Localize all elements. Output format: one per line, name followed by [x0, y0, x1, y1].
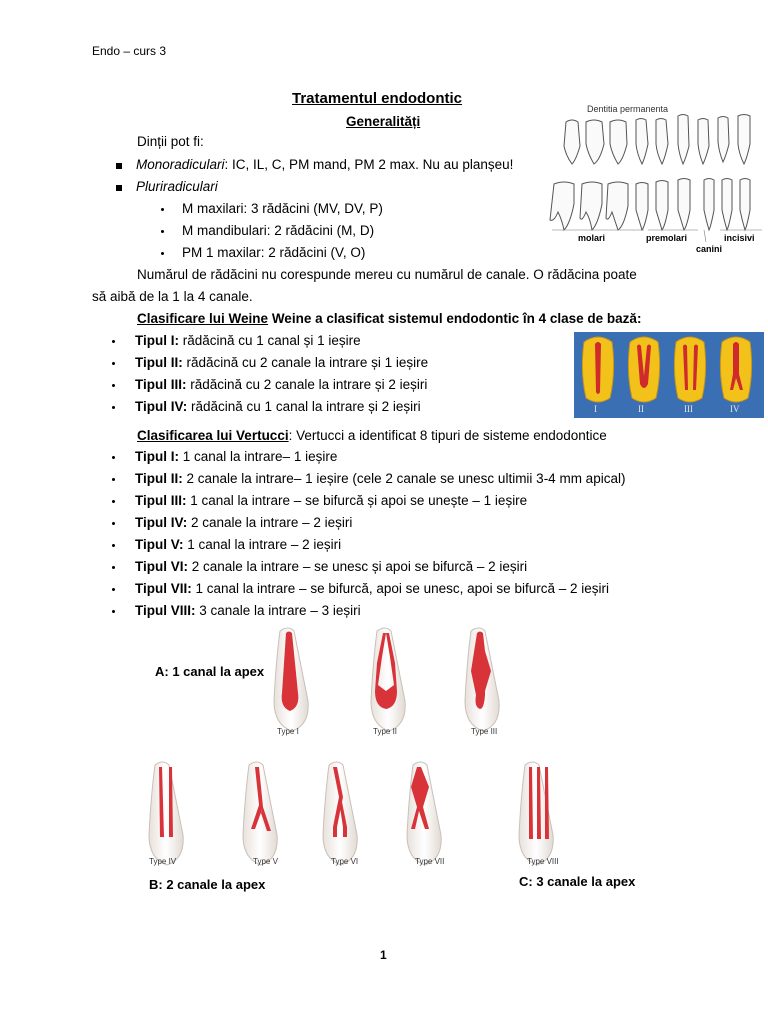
- item-text: rădăcină cu 2 canale la intrare și 1 ieșire: [182, 355, 429, 370]
- bullet-icon: [112, 610, 115, 613]
- list-item: [112, 559, 527, 574]
- item-text: 2 canale la intrare– 1 ieșire (cele 2 canale se unesc ultimii 3-4 mm apical): [182, 471, 626, 486]
- bullet-icon: [161, 252, 164, 255]
- figure-label: I: [594, 404, 597, 414]
- list-item: [112, 471, 625, 486]
- bullet-icon: [161, 230, 164, 233]
- item-text: 1 canal la intrare – 2 ieșiri: [183, 537, 342, 552]
- item-label: Tipul VI:: [135, 559, 188, 574]
- dentition-figure: [548, 100, 764, 254]
- item-text: rădăcină cu 2 canale la intrare și 2 ieșiri: [186, 377, 428, 392]
- list-item: [112, 603, 361, 618]
- heading-label: Clasificare lui Weine: [137, 311, 269, 326]
- figure-label: IV: [730, 404, 740, 414]
- item-label: Monoradiculari: [136, 157, 225, 172]
- bullet-icon: [112, 588, 115, 591]
- section-subtitle: Generalități: [346, 114, 421, 129]
- group-a-label: A: 1 canal la apex: [155, 664, 265, 679]
- teeth-drawing: [548, 100, 764, 250]
- bullet-icon: [112, 362, 115, 365]
- list-item: [112, 333, 361, 348]
- premolars-label: premolari: [646, 233, 688, 243]
- type-caption: Type III: [471, 727, 498, 736]
- page-number: 1: [380, 948, 387, 962]
- bullet-icon: [116, 163, 122, 169]
- group-b-label: B: 2 canale la apex: [149, 877, 266, 892]
- bullet-icon: [112, 340, 115, 343]
- list-item: [116, 179, 218, 194]
- type-caption: Type II: [373, 727, 398, 736]
- type-caption: Type I: [277, 727, 299, 736]
- item-label: Tipul III:: [135, 493, 187, 508]
- bullet-icon: [161, 208, 164, 211]
- figure-label: III: [684, 404, 693, 414]
- item-label: Tipul VII:: [135, 581, 192, 596]
- bullet-icon: [112, 500, 115, 503]
- heading-text: : Vertucci a identificat 8 tipuri de sisteme endodontice: [288, 428, 607, 443]
- paragraph-line: Numărul de rădăcini nu corespunde mereu cu numărul de canale. O rădăcina poate: [137, 267, 637, 282]
- bullet-icon: [112, 456, 115, 459]
- weine-heading: [137, 311, 641, 326]
- item-text: rădăcină cu 1 canal și 1 ieșire: [179, 333, 361, 348]
- list-item: [112, 399, 421, 414]
- item-text: M mandibulari: 2 rădăcini (M, D): [182, 223, 375, 238]
- heading-text: Weine a clasificat sistemul endodontic în 4 clase de bază:: [268, 311, 642, 326]
- type-caption: Type VIII: [527, 857, 559, 866]
- item-text: 2 canale la intrare – 2 ieșiri: [187, 515, 353, 530]
- vertucci-heading: [137, 428, 607, 443]
- bullet-icon: [112, 478, 115, 481]
- item-label: Tipul I:: [135, 449, 179, 464]
- item-label: Tipul I:: [135, 333, 179, 348]
- item-text: 2 canale la intrare – se unesc și apoi se bifurcă – 2 ieșiri: [188, 559, 528, 574]
- item-label: Tipul II:: [135, 355, 183, 370]
- item-text: 3 canale la intrare – 3 ieșiri: [195, 603, 361, 618]
- paragraph-line: să aibă de la 1 la 4 canale.: [92, 289, 253, 304]
- item-label: Tipul IV:: [135, 515, 188, 530]
- group-c-label: C: 3 canale la apex: [519, 874, 636, 889]
- item-text: rădăcină cu 1 canal la intrare și 2 ieșiri: [187, 399, 421, 414]
- item-text: : IC, IL, C, PM mand, PM 2 max. Nu au planșeu!: [224, 157, 514, 172]
- intro-text: Dinții pot fi:: [137, 134, 204, 149]
- type-caption: Type V: [253, 857, 278, 866]
- list-item: [112, 377, 427, 392]
- bullet-icon: [116, 185, 122, 191]
- list-item: [112, 449, 337, 464]
- item-label: Tipul V:: [135, 537, 184, 552]
- type-caption: Type VI: [331, 857, 359, 866]
- canines-label: canini: [696, 244, 723, 254]
- list-item: [161, 201, 383, 216]
- list-item: [112, 493, 527, 508]
- item-label: Tipul IV:: [135, 399, 188, 414]
- list-item: [112, 537, 341, 552]
- molars-label: molari: [578, 233, 606, 243]
- weine-figure: [574, 332, 764, 418]
- vertucci-figure: [145, 625, 645, 895]
- item-text: 1 canal la intrare – se bifurcă și apoi se unește – 1 ieșire: [186, 493, 528, 508]
- incisors-label: incisivi: [724, 233, 755, 243]
- type-caption: Type VII: [415, 857, 445, 866]
- item-text: 1 canal la intrare – se bifurcă, apoi se unesc, apoi se bifurcă – 2 ieșiri: [191, 581, 609, 596]
- bullet-icon: [112, 566, 115, 569]
- type-caption: Type IV: [149, 857, 177, 866]
- item-label: Tipul III:: [135, 377, 187, 392]
- bullet-icon: [112, 384, 115, 387]
- list-item: [112, 581, 609, 596]
- figure-title: Dentitia permanenta: [587, 104, 669, 114]
- item-text: 1 canal la intrare– 1 ieșire: [179, 449, 338, 464]
- bullet-icon: [112, 544, 115, 547]
- list-item: [161, 245, 365, 260]
- item-label: Tipul II:: [135, 471, 183, 486]
- figure-label: II: [638, 404, 644, 414]
- item-text: M maxilari: 3 rădăcini (MV, DV, P): [182, 201, 383, 216]
- item-label: Pluriradiculari: [136, 179, 218, 194]
- heading-label: Clasificarea lui Vertucci: [137, 428, 289, 443]
- page-title: Tratamentul endodontic: [292, 90, 463, 107]
- list-item: [112, 515, 352, 530]
- bullet-icon: [112, 406, 115, 409]
- item-text: PM 1 maxilar: 2 rădăcini (V, O): [182, 245, 366, 260]
- bullet-icon: [112, 522, 115, 525]
- list-item: [161, 223, 374, 238]
- item-label: Tipul VIII:: [135, 603, 196, 618]
- list-item: [112, 355, 428, 370]
- list-item: [116, 157, 513, 172]
- running-header: Endo – curs 3: [92, 44, 167, 58]
